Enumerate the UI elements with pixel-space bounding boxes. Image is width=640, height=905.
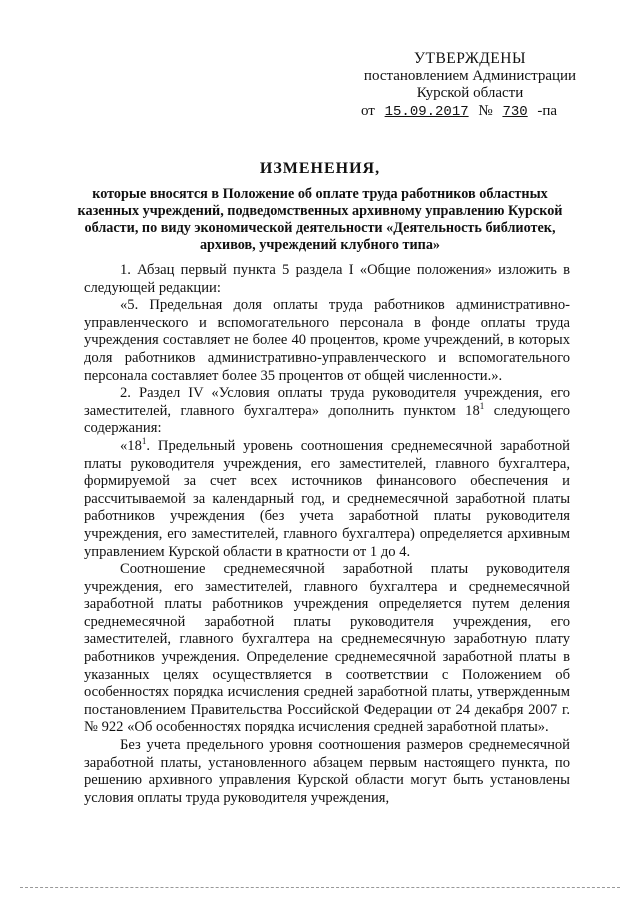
paragraph-5: Соотношение среднемесячной заработной платы руководителя учреждения, его заместителей, главного бухгалтера и среднемесячной заработной платы работников учреждения определяется путем деления среднемесячной заработной платы руководителя учреждения, его заместителей, главного бухгалтера на среднемесячную заработную плату работников учреждения. Определение среднемесячной заработной платы в указанных целях осуществляется в соответствии с Положением об особенностях порядка исчисления средней заработной платы, утвержденным постановлением Правительства Российской Федерации от 24 декабря 2007 г. № 922 «Об особенностях порядка исчисления средней заработной платы». xyxy=(84,561,570,736)
approval-date: 15.09.2017 xyxy=(384,103,469,120)
approval-line-1: постановлением Администрации xyxy=(363,67,577,84)
document-body xyxy=(84,262,570,807)
page-bottom-rule xyxy=(20,887,620,888)
from-label: от xyxy=(361,102,375,119)
paragraph-3-tail: следующего содержания: xyxy=(84,402,571,437)
approval-block xyxy=(355,50,585,121)
paragraph-2: «5. Предельная доля оплаты труда работников административно-управленческого и вспомогательного персонала в фонде оплаты труда учреждения составляет не более 40 процентов, кроме учреждений, в которых доля работников административно-управленческого и вспомогательного персонала составляет более 35 процентов от общей численности.». xyxy=(84,297,570,384)
approval-title: УТВЕРЖДЕНЫ xyxy=(414,50,526,67)
approval-line-2: Курской области xyxy=(416,85,524,101)
number-suffix: -па xyxy=(537,102,558,119)
document-heading xyxy=(60,160,580,254)
document-title: ИЗМЕНЕНИЯ, xyxy=(259,160,381,177)
paragraph-1: 1. Абзац первый пункта 5 раздела I «Общие положения» изложить в следующей редакции: xyxy=(84,262,570,296)
paragraph-4-text: . Предельный уровень соотношения среднемесячной заработной платы руководителя учреждения, его заместителей, главного бухгалтера, формируемой за счет всех источников финансового обеспечения и рассчитываемой за календарный год, и среднемесячной заработной платы работников учреждения (без учета заработной платы руководителя учреждения, его заместителей, главного бухгалтера) определяется архивным управлением Курской области в кратности от 1 до 4. xyxy=(84,437,570,560)
document-subtitle: которые вносятся в Положение об оплате труда работников областных казенных учреждений, подведомственных архивному управлению Курской области, по виду экономической деятельности «Деятельность библиотек, архивов, учреждений клубного типа» xyxy=(77,186,563,253)
paragraph-4-superscript: 1 xyxy=(141,436,147,447)
paragraph-3-superscript: 1 xyxy=(479,400,485,411)
paragraph-6: Без учета предельного уровня соотношения размеров среднемесячной заработной платы, установленного абзацем первым настоящего пункта, по решению архивного управления Курской области могут быть установлены условия оплаты труда руководителя учреждения, xyxy=(84,737,570,806)
approval-number: 730 xyxy=(502,103,528,120)
paragraph-4 xyxy=(84,438,570,561)
number-label: № xyxy=(478,102,493,119)
approval-number-line xyxy=(355,103,585,122)
paragraph-3-text: 2. Раздел IV «Условия оплаты труда руководителя учреждения, его заместителей, главного бухгалтера» дополнить пунктом 18 xyxy=(84,385,570,419)
paragraph-4-lead: «18 xyxy=(120,437,142,454)
paragraph-3 xyxy=(84,385,570,438)
